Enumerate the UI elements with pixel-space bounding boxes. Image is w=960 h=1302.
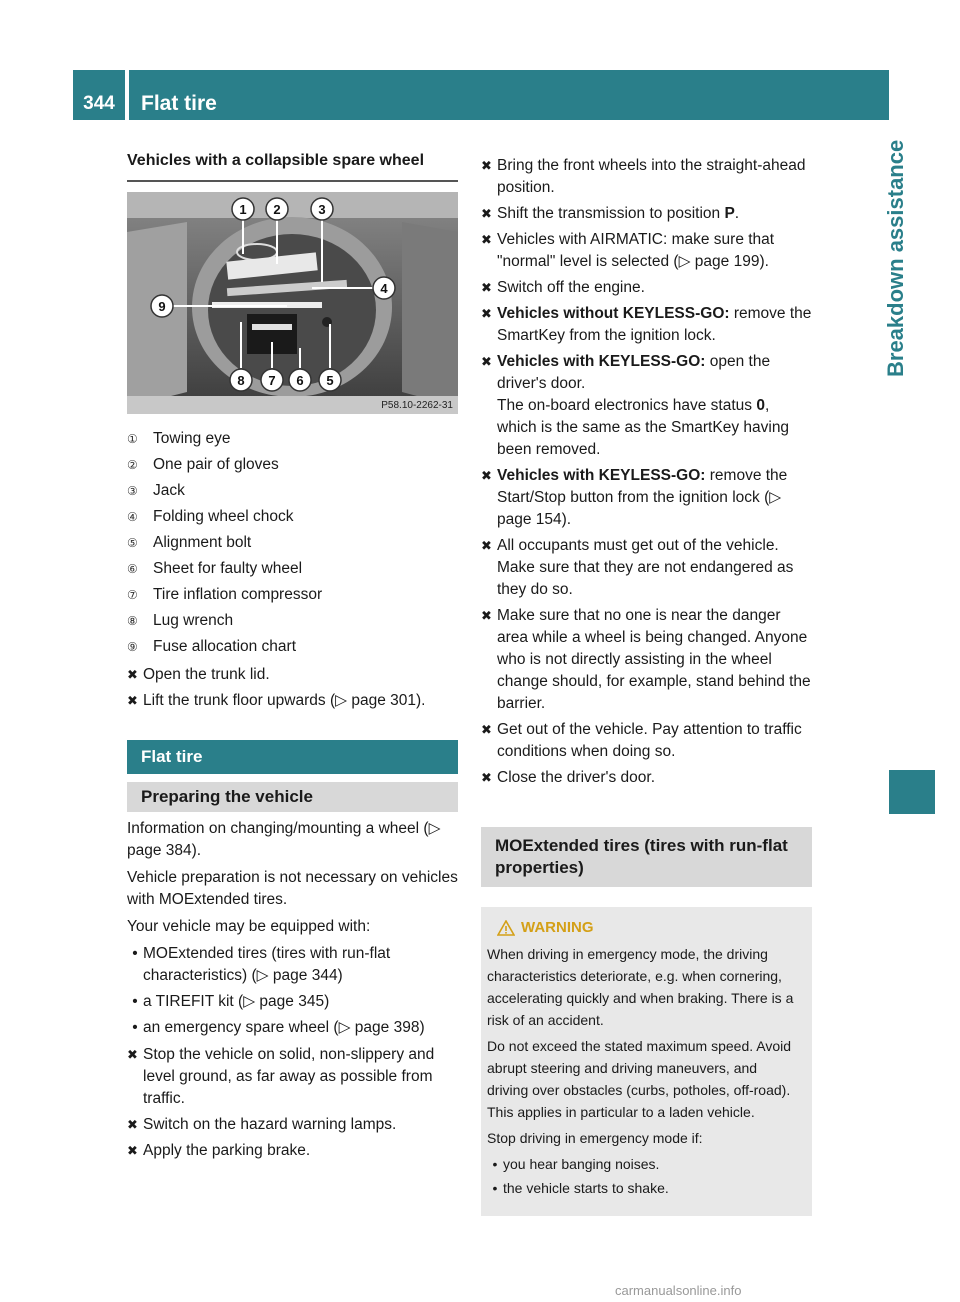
legend-text: Towing eye: [153, 430, 231, 447]
bullet-item: [127, 1017, 458, 1039]
bullet-text: MOExtended tires (tires with run-flat characteristics) (▷ page 344): [143, 945, 391, 984]
legend-text: Jack: [153, 482, 185, 499]
step-item: [481, 277, 812, 299]
callout-4: 4: [380, 281, 388, 296]
legend-number: ①: [127, 432, 138, 446]
step-item: [481, 351, 812, 461]
trunk-figure: [127, 192, 458, 414]
step-text: Close the driver's door.: [497, 769, 656, 786]
step-arrow-icon: ✖: [481, 354, 492, 369]
warning-header: [497, 917, 802, 939]
legend-text: Folding wheel chock: [153, 508, 294, 525]
legend-item: [127, 556, 458, 582]
step-bold: Vehicles without KEYLESS-GO:: [497, 305, 730, 322]
legend-text: One pair of gloves: [153, 456, 279, 473]
para-info: Information on changing/mounting a wheel (▷ page 384).: [127, 820, 441, 859]
legend-text: Lug wrench: [153, 612, 234, 629]
step-item: [481, 303, 812, 347]
step-bold: 0: [756, 397, 765, 414]
bullet-icon: •: [132, 1019, 138, 1036]
legend-number: ⑤: [127, 536, 138, 550]
step-bold: Vehicles with KEYLESS-GO:: [497, 353, 706, 370]
equipment-list: [127, 943, 458, 1039]
legend-number: ④: [127, 510, 138, 524]
legend-item: [127, 608, 458, 634]
legend-text: Sheet for faulty wheel: [153, 560, 303, 577]
step-arrow-icon: ✖: [127, 693, 138, 708]
bullet-item: [487, 1177, 802, 1199]
step-item: [481, 229, 812, 273]
legend-text: Fuse allocation chart: [153, 638, 297, 655]
right-column: [481, 155, 812, 1216]
step-text: Vehicles with KEYLESS-GO: open the driver's door. The on-board electronics have status 0, which is the same as the SmartKey having been removed.: [497, 353, 790, 458]
steps-list-b: [127, 1044, 458, 1162]
step-text: Vehicles with KEYLESS-GO: remove the Start/Stop button from the ignition lock (▷ page 154).: [497, 467, 788, 528]
steps-list-right: [481, 155, 812, 789]
step-text: Bring the front wheels into the straight-ahead position.: [497, 157, 806, 196]
step-arrow-icon: ✖: [481, 770, 492, 785]
footer-watermark: carmanualsonline.info: [615, 1283, 742, 1298]
bullet-item: [127, 991, 458, 1013]
step-item: [481, 535, 812, 601]
step-arrow-icon: ✖: [481, 722, 492, 737]
legend-number: ⑥: [127, 562, 138, 576]
bullet-item: [487, 1153, 802, 1175]
step-arrow-icon: ✖: [127, 1047, 138, 1062]
trunk-illustration: [127, 192, 458, 414]
step-item: [481, 465, 812, 531]
step-text: Switch on the hazard warning lamps.: [143, 1116, 397, 1133]
warning-icon: [497, 920, 515, 936]
figure-code: P58.10-2262-31: [381, 400, 453, 411]
header-separator: [125, 70, 129, 120]
legend-text: Alignment bolt: [153, 534, 252, 551]
legend-item: [127, 452, 458, 478]
step-item: [481, 767, 812, 789]
step-bold: P: [724, 205, 735, 222]
legend-item: [127, 504, 458, 530]
preparing-heading: Preparing the vehicle: [127, 782, 458, 812]
legend-number: ⑧: [127, 614, 138, 628]
step-arrow-icon: ✖: [481, 206, 492, 221]
bullet-text: the vehicle starts to shake.: [503, 1180, 669, 1196]
step-arrow-icon: ✖: [481, 158, 492, 173]
step-item: [127, 1140, 458, 1162]
callout-7: 7: [268, 373, 276, 388]
step-arrow-icon: ✖: [481, 280, 492, 295]
callout-8: 8: [237, 373, 245, 388]
page-title: Flat tire: [141, 92, 217, 115]
bullet-icon: •: [492, 1180, 498, 1196]
legend-list: [127, 426, 458, 660]
sidebar-marker: [889, 770, 935, 814]
bullet-icon: •: [492, 1156, 498, 1172]
step-arrow-icon: ✖: [127, 1117, 138, 1132]
bullet-text: a TIREFIT kit (▷ page 345): [143, 993, 330, 1010]
warning-text-1: When driving in emergency mode, the driving characteristics deteriorate, e.g. when cornering, accelerating quickly and when braking. There is a risk of an accident.: [487, 946, 794, 1028]
step-text: Make sure that no one is near the danger area while a wheel is being changed. Anyone who is not directly assisting in the wheel change should, for example, stand behind the barrier.: [497, 607, 811, 712]
page-number: 344: [83, 93, 115, 114]
step-arrow-icon: ✖: [127, 667, 138, 682]
step-text: Open the trunk lid.: [143, 666, 270, 683]
step-arrow-icon: ✖: [481, 608, 492, 623]
legend-item: [127, 530, 458, 556]
step-text: All occupants must get out of the vehicle. Make sure that they are not endangered as they do so.: [497, 537, 794, 598]
warning-text-2: Do not exceed the stated maximum speed. Avoid abrupt steering and driving maneuvers, and driving over obstacles (curbs, potholes, off-road). This applies in particular to a laden vehicle.: [487, 1038, 792, 1120]
legend-item: [127, 478, 458, 504]
callout-9: 9: [158, 299, 166, 314]
warning-box: [481, 907, 812, 1216]
legend-item: [127, 582, 458, 608]
step-arrow-icon: ✖: [127, 1143, 138, 1158]
callout-6: 6: [296, 373, 304, 388]
para-equipped: Your vehicle may be equipped with:: [127, 918, 371, 935]
step-bold: Vehicles with KEYLESS-GO:: [497, 467, 706, 484]
step-text: Stop the vehicle on solid, non-slippery and level ground, as far away as possible from traffic.: [143, 1046, 435, 1107]
legend-item: [127, 634, 458, 660]
step-item: [127, 1114, 458, 1136]
bullet-text: you hear banging noises.: [503, 1156, 660, 1172]
callout-5: 5: [326, 373, 334, 388]
callout-2: 2: [273, 202, 281, 217]
step-item: [127, 690, 458, 712]
section-title: Vehicles with a collapsible spare wheel: [127, 150, 458, 182]
warning-label: WARNING: [521, 919, 594, 936]
callout-1: 1: [239, 202, 247, 217]
step-item: [481, 203, 812, 225]
legend-text: Tire inflation compressor: [153, 586, 323, 603]
sidebar-section-label: Breakdown assistance: [883, 140, 908, 378]
step-item: [481, 155, 812, 199]
bullet-icon: •: [132, 993, 138, 1010]
step-text: Apply the parking brake.: [143, 1142, 311, 1159]
bullet-icon: •: [132, 945, 138, 962]
step-arrow-icon: ✖: [481, 306, 492, 321]
legend-number: ②: [127, 458, 138, 472]
legend-number: ⑨: [127, 640, 138, 654]
bullet-item: [127, 943, 458, 987]
step-item: [481, 719, 812, 763]
legend-number: ⑦: [127, 588, 138, 602]
para-not-necessary: Vehicle preparation is not necessary on vehicles with MOExtended tires.: [127, 869, 458, 908]
warning-text-3: Stop driving in emergency mode if:: [487, 1130, 703, 1146]
moe-heading: MOExtended tires (tires with run-flat properties): [481, 827, 812, 887]
step-text: Shift the transmission to position P.: [497, 205, 740, 222]
callout-3: 3: [318, 202, 326, 217]
step-arrow-icon: ✖: [481, 232, 492, 247]
step-text: Vehicles with AIRMATIC: make sure that "normal" level is selected (▷ page 199).: [497, 231, 775, 270]
step-arrow-icon: ✖: [481, 468, 492, 483]
flat-tire-heading: Flat tire: [127, 740, 458, 774]
legend-item: [127, 426, 458, 452]
steps-list-a: [127, 664, 458, 712]
step-text: Vehicles without KEYLESS-GO: remove the SmartKey from the ignition lock.: [497, 305, 812, 344]
step-item: [481, 605, 812, 715]
warning-bullets: [487, 1153, 802, 1199]
left-column: [127, 150, 458, 1166]
step-arrow-icon: ✖: [481, 538, 492, 553]
step-item: [127, 1044, 458, 1110]
step-item: [127, 664, 458, 686]
step-text: Lift the trunk floor upwards (▷ page 301).: [143, 692, 426, 709]
step-text: Switch off the engine.: [497, 279, 645, 296]
step-text: Get out of the vehicle. Pay attention to traffic conditions when doing so.: [497, 721, 802, 760]
bullet-text: an emergency spare wheel (▷ page 398): [143, 1019, 425, 1036]
legend-number: ③: [127, 484, 138, 498]
